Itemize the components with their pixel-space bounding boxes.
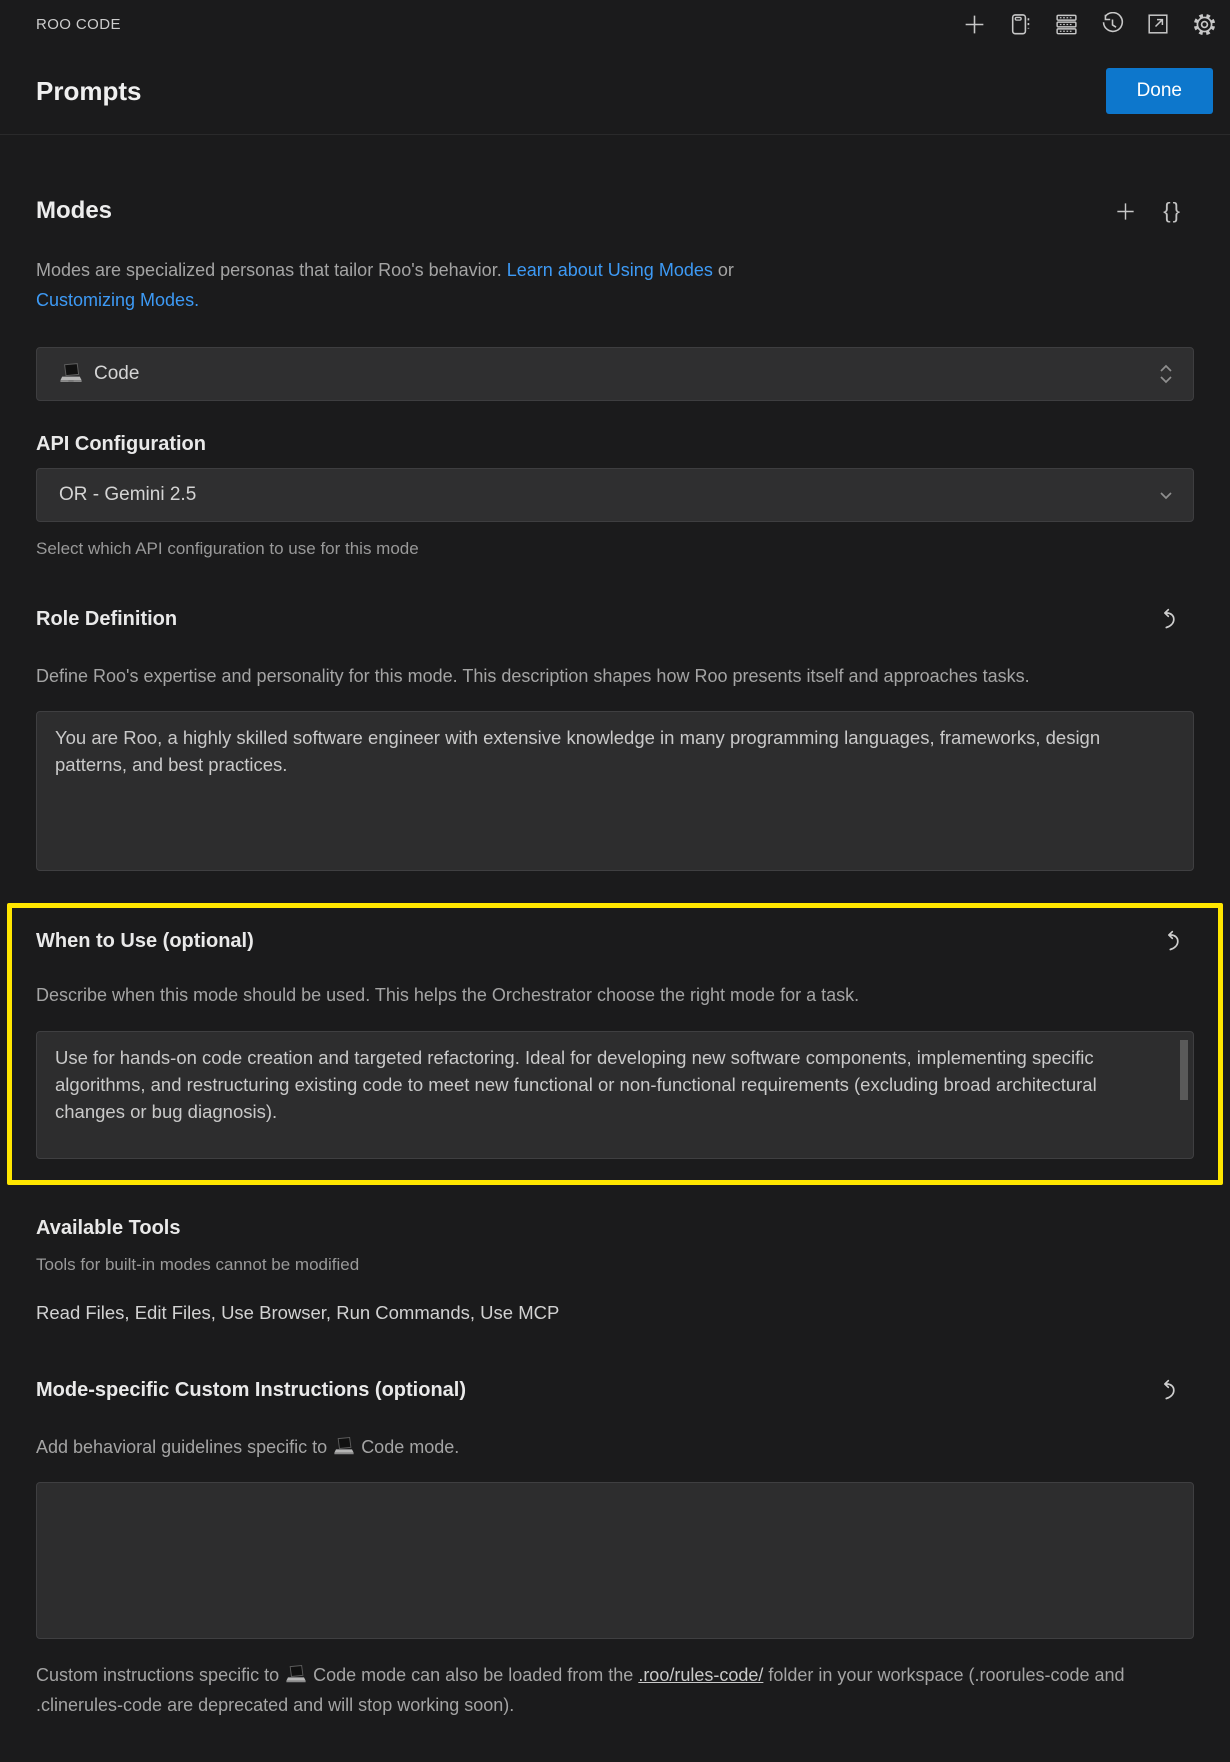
mode-select-value: Code <box>94 363 140 384</box>
laptop-icon <box>59 363 83 385</box>
toolbar-icons <box>962 11 1218 38</box>
custom-instructions-revert-button[interactable] <box>1158 1378 1182 1402</box>
api-config-helper: Select which API configuration to use for this mode <box>36 539 419 558</box>
when-to-use-highlight <box>7 903 1223 1185</box>
role-definition-description: Define Roo's expertise and personality for this mode. This description shapes how Roo presents itself and approaches tasks. <box>36 666 1030 686</box>
open-in-editor-button[interactable] <box>1146 12 1170 36</box>
when-to-use-textarea[interactable] <box>36 1031 1194 1159</box>
discard-icon <box>1162 929 1186 953</box>
modes-description: Modes are specialized personas that tailor Roo's behavior. Learn about Using Modes or Customizing Modes. <box>36 260 734 310</box>
history-button[interactable] <box>1100 12 1125 37</box>
custom-instructions-description: Add behavioral guidelines specific to Code mode. <box>36 1437 460 1457</box>
done-button[interactable]: Done <box>1106 68 1213 114</box>
server-icon <box>1054 12 1079 37</box>
laptop-icon <box>333 1437 355 1457</box>
open-external-icon <box>1146 12 1170 36</box>
role-definition-revert-button[interactable] <box>1158 607 1182 631</box>
learn-about-modes-link[interactable]: Learn about Using Modes <box>506 260 713 280</box>
customizing-modes-link[interactable]: Customizing Modes. <box>36 290 200 310</box>
tools-list: Read Files, Edit Files, Use Browser, Run Commands, Use MCP <box>36 1302 560 1323</box>
discard-icon <box>1158 1378 1182 1402</box>
modes-heading: Modes <box>36 197 113 224</box>
when-to-use-head <box>36 929 1194 953</box>
available-tools-note: Tools for built-in modes cannot be modified <box>36 1255 360 1274</box>
mode-select[interactable] <box>36 347 1194 401</box>
settings-button[interactable] <box>1191 11 1218 38</box>
role-definition-head <box>36 607 1194 631</box>
chevron-down-icon <box>1155 484 1177 506</box>
custom-instructions-heading: Mode-specific Custom Instructions (optional) <box>36 1378 467 1401</box>
modes-section-head <box>36 197 1194 225</box>
prompts-header <box>0 48 1230 135</box>
custom-instructions-textarea[interactable] <box>36 1482 1194 1639</box>
mcp-servers-button[interactable] <box>1054 12 1079 37</box>
discard-icon <box>1158 607 1182 631</box>
plus-icon <box>962 12 987 37</box>
when-to-use-heading: When to Use (optional) <box>36 929 254 952</box>
available-tools-heading: Available Tools <box>36 1217 181 1239</box>
api-config-label: API Configuration <box>36 433 206 455</box>
custom-instructions-head <box>36 1378 1194 1402</box>
extension-title: ROO CODE <box>36 15 121 33</box>
braces-icon: {} <box>1163 198 1182 223</box>
laptop-icon <box>285 1665 307 1685</box>
history-icon <box>1100 12 1125 37</box>
when-to-use-description: Describe when this mode should be used. This helps the Orchestrator choose the right mode for a task. <box>36 985 860 1005</box>
api-config-value: OR - Gemini 2.5 <box>59 484 197 505</box>
textarea-scrollbar-thumb[interactable] <box>1180 1040 1188 1100</box>
rules-folder-link[interactable]: .roo/rules-code/ <box>638 1665 764 1685</box>
when-to-use-revert-button[interactable] <box>1162 929 1186 953</box>
role-definition-heading: Role Definition <box>36 607 178 630</box>
select-updown-icon <box>1155 360 1177 388</box>
edit-modes-json-button[interactable] <box>1163 198 1182 224</box>
api-config-select[interactable] <box>36 468 1194 522</box>
prompts-content <box>0 135 1230 1750</box>
page-title: Prompts <box>36 75 142 106</box>
prompts-button[interactable] <box>1008 12 1033 37</box>
footer-note: Custom instructions specific to Code mode can also be loaded from the .roo/rules-code/ folder in your workspace (.roorules-code and .clinerules-code are deprecated and will stop working soon). <box>36 1665 1125 1715</box>
notepad-icon <box>1008 12 1033 37</box>
settings-gear-icon <box>1191 11 1218 38</box>
new-task-button[interactable] <box>962 12 987 37</box>
add-mode-button[interactable] <box>1114 200 1137 223</box>
plus-icon <box>1114 200 1137 223</box>
role-definition-textarea[interactable] <box>36 711 1194 871</box>
extension-toolbar <box>0 0 1230 48</box>
